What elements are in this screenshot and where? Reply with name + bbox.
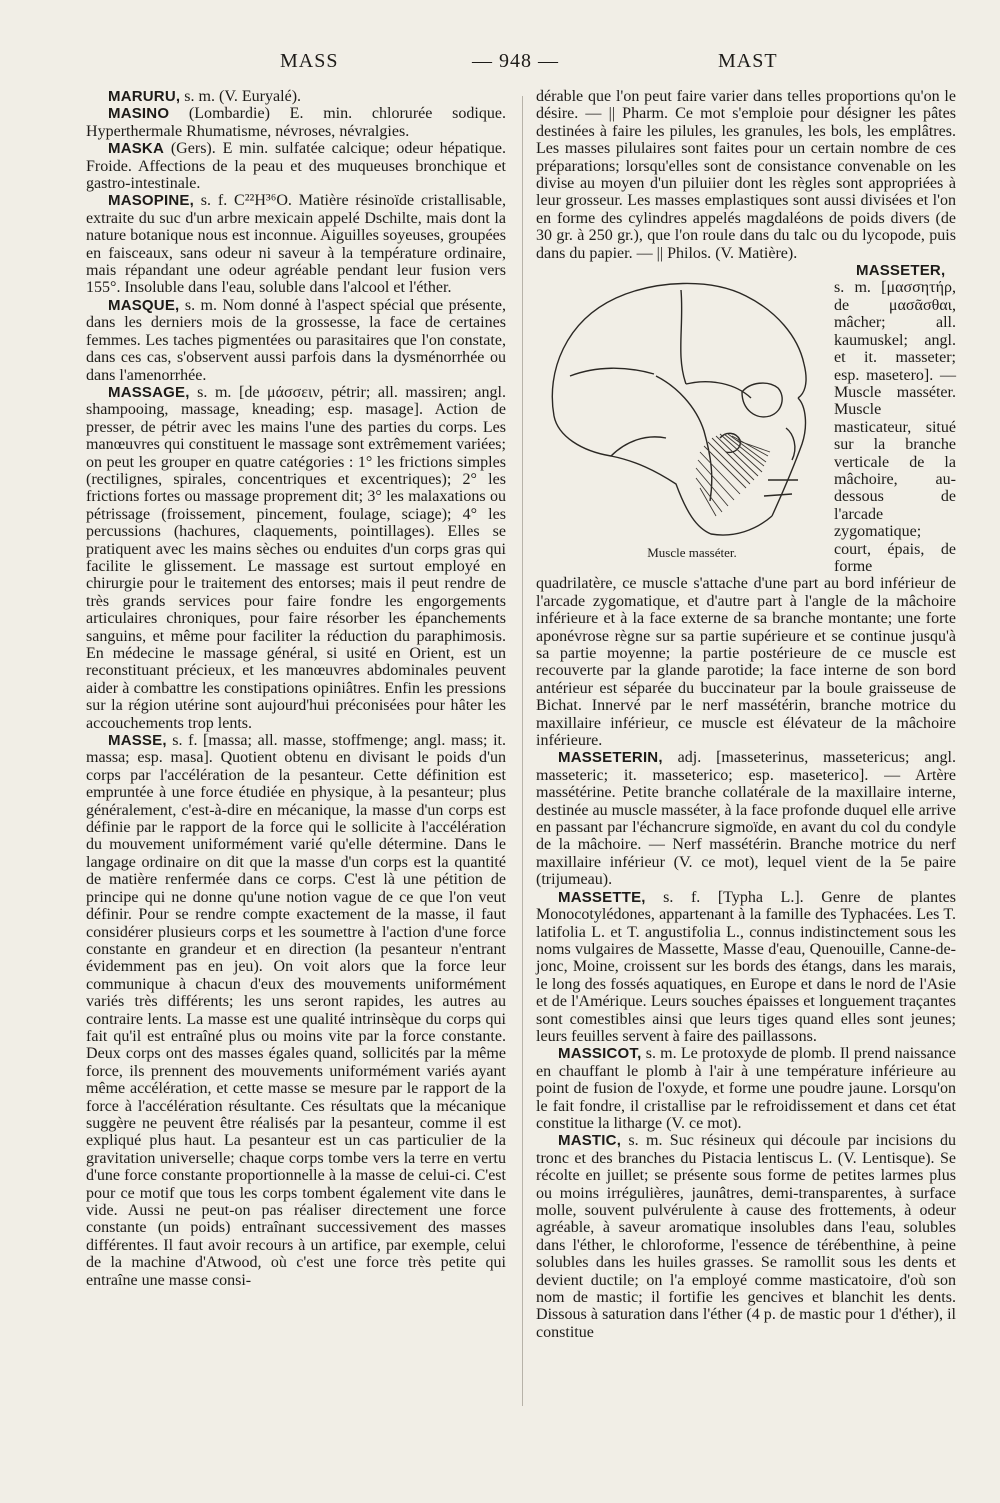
skull-masseter-icon	[536, 266, 826, 542]
right-column	[536, 88, 956, 1341]
headword: MASSETERIN,	[558, 749, 663, 767]
headword: MARURU,	[108, 88, 181, 105]
entry-masse-continued	[536, 88, 956, 262]
column-divider	[522, 96, 523, 1406]
headword: MASKA	[108, 140, 164, 158]
entry-text: s. m. [μασσητήρ, de μασᾶσθαι, mâcher; all. kaumuskel; angl. et it. masseter; esp. masetero]. — Muscle masséter. Muscle masticateur, situé sur la branche verticale de la mâchoire, au-dessous de l'arcade zygomatique; court, épais, de forme quadrilatère, ce muscle s'attache d'une part au bord inférieur de l'arcade zygomatique, et d'autre part à l'angle de la mâchoire inférieure et à la face externe de sa branche montante; une forte aponévrose règne sur sa partie supérieure et se continue jusqu'à sa partie moyenne; la partie postérieure de ce muscle est recouverte par la glande parotide; la face interne de son bord antérieur est séparée du buccinateur par la boule graisseuse de Bichat. Innervé par le nerf massétérin, branche motrice du maxillaire inférieur, ce muscle est élévateur de la mâchoire inférieure.	[536, 279, 956, 750]
entry-text: s. m. Suc résineux qui découle par incisions du tronc et des branches du Pistacia lentiscus L. (V. Lentisque). Se récolte en juillet; se présente sous forme de petites larmes plus ou moins irrégulières, jaunâtres, demi-transparentes, à surface molle, souvent pulvérulente à cause des frottements, à odeur agréable, à saveur aromatique insolubles dans l'eau, solubles dans l'éther, le chloroforme, l'essence de térébenthine, à peine solubles dans les huiles grasses. Se ramollit sous les dents et devient ductile; on l'a employé comme masticatoire, d'où son nom de mastic; il fortifie les gencives et blanchit les dents. Dissous à saturation dans l'éther (4 p. de mastic pour 1 d'éther), il constitue	[536, 1132, 956, 1341]
entry-text: s. f. [Typha L.]. Genre de plantes Monocotylédones, appartenant à la famille des Typhacées. Les T. latifolia L. et T. angustifolia L., connus indistinctement sous les noms vulgaires de Massette, Masse d'eau, Quenouille, Canne-de-jonc, Moine, croissent sur les bords des étangs, dans les marais, le long des fossés aquatiques, en Europe et dans le nord de l'Asie et de l'Amérique. Leurs souches épaisses et longuement traçantes sont comestibles ainsi que leurs tiges quand elles sont jeunes; leurs feuilles servent à faire des paillassons.	[536, 888, 956, 1045]
entry-maruru	[86, 88, 506, 105]
entry-text: (Gers). E min. sulfatée calcique; odeur hépatique. Froide. Affections de la peau et des muqueuses bronchique et gastro-intestinale.	[86, 140, 506, 193]
entry-text: s. m. (V. Euryalé).	[180, 88, 302, 105]
headword: MASOPINE,	[108, 192, 194, 210]
running-header	[0, 50, 1000, 80]
headword: MASSETER,	[856, 262, 946, 280]
headword: MASINO	[108, 105, 170, 123]
entry-massicot	[536, 1045, 956, 1132]
entry-massage	[86, 384, 506, 732]
headword: MASQUE,	[108, 296, 180, 314]
figure-caption: Muscle masséter.	[647, 545, 737, 561]
entry-text: s. f. [massa; all. masse, stoffmenge; angl. mass; it. massa; esp. masa]. Quotient obtenu en divisant le poids d'un corps par l'accélération de la pesanteur. Cette définition est empruntée à une force étudiée en physique, à la pesanteur; plus généralement, c'est-à-dire en mécanique, la masse d'un corps est définie par le rapport de la force qui le sollicite à l'accélération du mouvement uniformément varié qu'elle détermine. Dans le langage ordinaire on dit que la masse d'un corps est la quantité de matière renfermée dans ce corps. C'est là une pétition de principe qui ne donne qu'une notion vague de ce que l'on veut définir. Pour se rendre compte exactement de la masse, il faut considérer plusieurs corps et les soumettre à l'action d'une force constante en grandeur et en direction (la pesanteur n'entrant évidemment pas en jeu). On voit alors que la force leur communique à chacun d'eux des mouvements uniformément variés très différents; les uns seront rapides, les autres au contraire lents. La masse est une qualité intrinsèque du corps qui fait qu'il est entraîné plus ou moins vite par la force constante. Deux corps ont des masses égales quand, sollicités par la même force, ils prennent des mouvements uniformément variés ayant même accélération, et cette masse se mesure par le rapport de la force à l'accélération résultante. Ces résultats que la mécanique suggère ne peuvent être réalisés par la pesanteur, comme il est expliqué plus haut. La pesanteur est un cas particulier de la gravitation universelle; chaque corps tombe vers la terre en vertu d'une force constante proportionnelle à la masse de celui-ci. C'est pour ce motif que tous les corps tombent également vite dans le vide. Aussi ne peut-on pas réaliser directement une force constante (un poids) entraînant successivement des masses différentes. Il faut avoir recours à un artifice, par exemple, celui de la machine d'Atwood, où c'est une force très petite qui entraîne une masse consi-	[86, 732, 506, 1289]
entry-masque	[86, 297, 506, 384]
headword: MASSE,	[108, 732, 167, 750]
header-left: MASS	[280, 50, 339, 72]
entry-masseterin	[536, 749, 956, 888]
figure-masseter	[536, 266, 826, 562]
entry-masino	[86, 105, 506, 140]
entry-text: (Lombardie) E. min. chlorurée sodique. Hyperthermale Rhumatisme, névroses, névralgies.	[86, 105, 506, 140]
entry-mastic	[536, 1132, 956, 1341]
entry-text: s. m. [de μάσσειν, pétrir; all. massiren; angl. shampooing, massage, kneading; esp. masage]. Action de presser, de pétrir avec les mains l'une des parties du corps. Les manœuvres qui constituent le massage sont extrêmement variées; on peut les grouper en quatre catégories : 1° les frictions simples (rectilignes, spirales, concentriques et excentriques); 2° les frictions fortes ou massage proprement dit; 3° les malaxations ou pétrissage (froissement, pincement, foulage, sciage); 4° les percussions (hachures, claquements, pointillages). Elles se pratiquent avec les mains sèches ou enduites d'un corps gras qui facilite le glissement. Le massage est surtout employé en chirurgie pour le traitement des entorses; mais il peut rendre de très grands services pour faire fondre les engorgements articulaires chroniques, pour faire résorber les épanchements sanguins, et même pour faciliter la réduction du paraphimosis. En médecine le massage général, si usité en Orient, est un reconstituant précieux, et les manœuvres abdominales peuvent aider à combattre les constipations opiniâtres. Enfin les pressions sur la région utérine sont aujourd'hui préconisées pour hâter les accouchements trop lents.	[86, 383, 506, 732]
entry-text: s. m. Nom donné à l'aspect spécial que présente, dans les derniers mois de la grossesse, la face de certaines femmes. Les taches pigmentées ou parasitaires que l'on constate, dans ces cas, s'observent aussi parfois dans la dysménorrhée ou dans l'amenorrhée.	[86, 296, 506, 384]
headword: MASSICOT,	[558, 1045, 642, 1063]
entry-text: adj. [masseterinus, massetericus; angl. masseteric; it. masseterico; esp. maseterico]. — Artère massétérine. Petite branche collatérale de la maxillaire interne, destinée au muscle masséter, à la face profonde duquel elle arrive en passant par l'échancrure sigmoïde, en avant du col du condyle de la mâchoire. — Nerf massétérin. Branche motrice du nerf maxillaire inférieur (V. ce mot), lequel vient de la 5e paire (trijumeau).	[536, 749, 956, 889]
entry-masse	[86, 732, 506, 1289]
entry-text: dérable que l'on peut faire varier dans telles proportions qu'on le désire. — || Pharm. Ce mot s'emploie pour désigner les pâtes destinées à faire les pilules, les granules, les bols, les emplâtres. Les masses pilulaires sont faites pour un certain nombre de ces préparations; lorsqu'elles sont de consistance convenable on les divise au moyen d'un piluiier dont les règles sont appropriées à leur grosseur. Les masses emplastiques sont aussi divisées et l'on en forme des cylindres appelés magdaléons de poids divers (de 30 gr. à 250 gr.), que l'on roule dans du talc ou du lycopode, puis dans du papier. — || Philos. (V. Matière).	[536, 88, 956, 262]
entry-masopine	[86, 192, 506, 296]
entry-text: s. m. Le protoxyde de plomb. Il prend naissance en chauffant le plomb à l'air à une température inférieure au point de fusion de l'oxyde, et forme une poudre jaune. Lorsqu'on le fait fondre, il cristallise par le refroidissement et dans cet état constitue la litharge (V. ce mot).	[536, 1045, 956, 1132]
headword: MASTIC,	[558, 1132, 622, 1150]
page-number: — 948 —	[472, 50, 559, 72]
entry-maska	[86, 140, 506, 192]
entry-massette	[536, 889, 956, 1046]
headword: MASSAGE,	[108, 383, 190, 401]
header-right: MAST	[718, 50, 778, 72]
entry-text: s. f. C²²H³⁶O. Matière résinoïde cristallisable, extraite du suc d'un arbre mexicain appelé Dschilte, mais dont la nature botanique nous est inconnue. Aiguilles soyeuses, groupées en faisceaux, sans odeur ni saveur à la température ordinaire, mais répandant une odeur agréable pendant leur fusion vers 155°. Insoluble dans l'eau, soluble dans l'alcool et l'éther.	[86, 192, 506, 297]
left-column	[86, 88, 506, 1289]
entry-masseter	[536, 262, 956, 749]
headword: MASSETTE,	[558, 888, 646, 906]
